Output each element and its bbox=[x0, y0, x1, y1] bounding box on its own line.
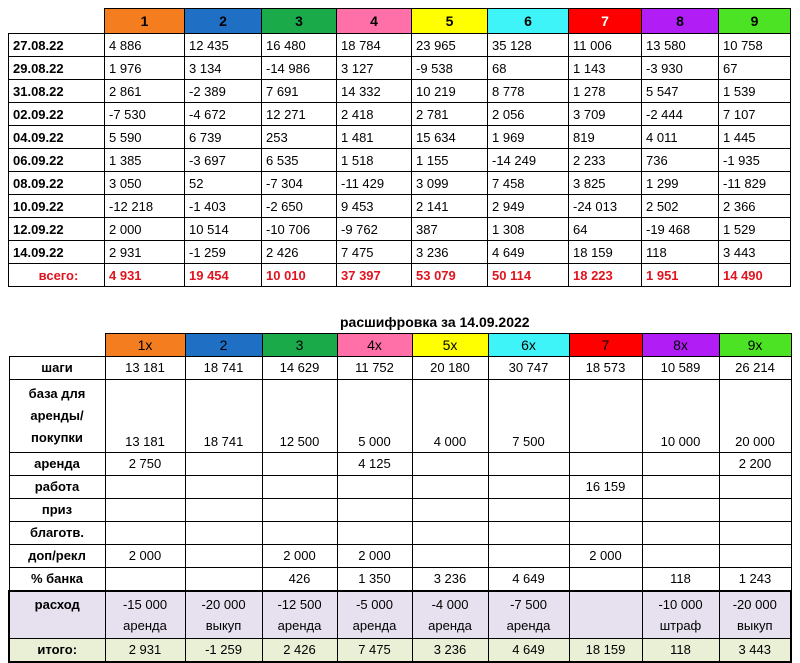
value-cell: -1 935 bbox=[719, 149, 791, 172]
table-row bbox=[9, 521, 791, 544]
column-header-3: 3 bbox=[262, 9, 337, 34]
value-cell: 2 502 bbox=[642, 195, 719, 218]
value-cell: 5 547 bbox=[642, 80, 719, 103]
value-cell bbox=[337, 475, 412, 498]
date-cell: 27.08.22 bbox=[9, 34, 105, 57]
value-cell: 2 949 bbox=[488, 195, 569, 218]
value-cell: 118 bbox=[642, 241, 719, 264]
corner-cell bbox=[9, 9, 105, 34]
value-cell bbox=[719, 544, 791, 567]
value-cell: 35 128 bbox=[488, 34, 569, 57]
value-cell bbox=[412, 544, 488, 567]
date-cell: 02.09.22 bbox=[9, 103, 105, 126]
value-cell: 2 861 bbox=[105, 80, 185, 103]
value-cell: 10 758 bbox=[719, 34, 791, 57]
value-cell: 1 308 bbox=[488, 218, 569, 241]
value-cell: -14 249 bbox=[488, 149, 569, 172]
column-header-4: 4x bbox=[337, 334, 412, 357]
value-cell: 2 418 bbox=[337, 103, 412, 126]
total-cell: 14 490 bbox=[719, 264, 791, 287]
value-cell: 11 752 bbox=[337, 356, 412, 379]
value-cell: -2 444 bbox=[642, 103, 719, 126]
value-cell: 118 bbox=[642, 567, 719, 591]
value-cell bbox=[642, 475, 719, 498]
value-cell: 12 435 bbox=[185, 34, 262, 57]
expense-note: штраф bbox=[659, 617, 702, 633]
expense-cell bbox=[719, 591, 791, 639]
value-cell: -24 013 bbox=[569, 195, 642, 218]
expense-amount: -10 000 bbox=[658, 596, 703, 612]
value-cell: -2 389 bbox=[185, 80, 262, 103]
column-header-2: 2 bbox=[185, 9, 262, 34]
table-row bbox=[9, 34, 791, 57]
value-cell: 18 159 bbox=[569, 241, 642, 264]
total-label: всего: bbox=[9, 264, 105, 287]
value-cell bbox=[185, 452, 262, 475]
value-cell: 2 781 bbox=[412, 103, 488, 126]
total-cell: 10 010 bbox=[262, 264, 337, 287]
value-cell: 2 141 bbox=[412, 195, 488, 218]
header-row bbox=[9, 334, 791, 357]
value-cell: 14 629 bbox=[262, 356, 337, 379]
value-cell bbox=[262, 475, 337, 498]
value-cell: 3 050 bbox=[105, 172, 185, 195]
expense-cell bbox=[412, 591, 488, 639]
value-cell bbox=[488, 544, 569, 567]
table-row bbox=[9, 195, 791, 218]
table-row bbox=[9, 544, 791, 567]
value-cell: 14 332 bbox=[337, 80, 412, 103]
row-label: приз bbox=[9, 498, 105, 521]
value-cell: 1 969 bbox=[488, 126, 569, 149]
value-cell: -1 403 bbox=[185, 195, 262, 218]
value-cell bbox=[488, 521, 569, 544]
value-cell bbox=[719, 521, 791, 544]
value-cell bbox=[105, 475, 185, 498]
value-cell: 2 426 bbox=[262, 241, 337, 264]
value-cell bbox=[185, 567, 262, 591]
value-cell bbox=[719, 498, 791, 521]
value-cell bbox=[185, 475, 262, 498]
value-cell bbox=[569, 498, 642, 521]
expense-row bbox=[9, 591, 791, 639]
row-label: аренда bbox=[9, 452, 105, 475]
value-cell: 3 236 bbox=[412, 567, 488, 591]
expense-cell bbox=[488, 591, 569, 639]
column-header-3: 3 bbox=[262, 334, 337, 357]
row-label: % банка bbox=[9, 567, 105, 591]
value-cell: 3 099 bbox=[412, 172, 488, 195]
value-cell: 1 539 bbox=[719, 80, 791, 103]
value-cell bbox=[262, 452, 337, 475]
value-cell: 10 589 bbox=[642, 356, 719, 379]
value-cell: 4 649 bbox=[488, 567, 569, 591]
value-cell: 18 573 bbox=[569, 356, 642, 379]
corner-cell bbox=[9, 334, 105, 357]
value-cell: 7 458 bbox=[488, 172, 569, 195]
total-cell: 53 079 bbox=[412, 264, 488, 287]
value-cell: 12 500 bbox=[262, 379, 337, 452]
value-cell bbox=[488, 475, 569, 498]
total-cell: -1 259 bbox=[185, 638, 262, 662]
column-header-1: 1x bbox=[105, 334, 185, 357]
value-cell: -10 706 bbox=[262, 218, 337, 241]
total-cell: 4 931 bbox=[105, 264, 185, 287]
value-cell: 4 000 bbox=[412, 379, 488, 452]
expense-cell bbox=[642, 591, 719, 639]
value-cell: -14 986 bbox=[262, 57, 337, 80]
value-cell bbox=[488, 498, 569, 521]
value-cell: 23 965 bbox=[412, 34, 488, 57]
value-cell: 1 278 bbox=[569, 80, 642, 103]
value-cell: 2 931 bbox=[105, 241, 185, 264]
date-cell: 10.09.22 bbox=[9, 195, 105, 218]
total-cell: 3 236 bbox=[412, 638, 488, 662]
value-cell: 20 180 bbox=[412, 356, 488, 379]
value-cell bbox=[105, 567, 185, 591]
value-cell: 12 271 bbox=[262, 103, 337, 126]
value-cell: 4 649 bbox=[488, 241, 569, 264]
total-cell: 2 931 bbox=[105, 638, 185, 662]
value-cell bbox=[719, 475, 791, 498]
total-cell: 118 bbox=[642, 638, 719, 662]
expense-note: аренда bbox=[428, 617, 472, 633]
value-cell: 253 bbox=[262, 126, 337, 149]
expense-amount: -12 500 bbox=[277, 596, 322, 612]
value-cell: 2 366 bbox=[719, 195, 791, 218]
row-label: база для аренды/покупки bbox=[9, 379, 105, 452]
daily-results-table bbox=[8, 8, 791, 287]
value-cell: -4 672 bbox=[185, 103, 262, 126]
expense-note: выкуп bbox=[205, 617, 242, 633]
value-cell: -2 650 bbox=[262, 195, 337, 218]
value-cell: 3 134 bbox=[185, 57, 262, 80]
value-cell: 67 bbox=[719, 57, 791, 80]
expense-note: аренда bbox=[277, 617, 322, 633]
date-cell: 04.09.22 bbox=[9, 126, 105, 149]
total-label: итого: bbox=[9, 638, 105, 662]
column-header-8: 8x bbox=[642, 334, 719, 357]
table-row bbox=[9, 452, 791, 475]
table-row bbox=[9, 379, 791, 452]
value-cell bbox=[105, 498, 185, 521]
value-cell bbox=[412, 475, 488, 498]
row-label: работа bbox=[9, 475, 105, 498]
expense-cell bbox=[185, 591, 262, 639]
value-cell bbox=[412, 452, 488, 475]
date-cell: 12.09.22 bbox=[9, 218, 105, 241]
breakdown-caption: расшифровка за 14.09.2022 bbox=[340, 314, 530, 330]
value-cell: 3 825 bbox=[569, 172, 642, 195]
value-cell: 7 691 bbox=[262, 80, 337, 103]
value-cell: 4 011 bbox=[642, 126, 719, 149]
value-cell: 2 000 bbox=[337, 544, 412, 567]
value-cell: 18 741 bbox=[185, 356, 262, 379]
expense-amount: -15 000 bbox=[122, 596, 168, 612]
value-cell: 1 350 bbox=[337, 567, 412, 591]
value-cell: 819 bbox=[569, 126, 642, 149]
value-cell: -3 697 bbox=[185, 149, 262, 172]
value-cell: -9 538 bbox=[412, 57, 488, 80]
value-cell: 68 bbox=[488, 57, 569, 80]
total-cell: 1 951 bbox=[642, 264, 719, 287]
value-cell bbox=[569, 379, 642, 452]
value-cell: 13 181 bbox=[105, 356, 185, 379]
value-cell bbox=[337, 521, 412, 544]
value-cell: 10 000 bbox=[642, 379, 719, 452]
expense-amount: -20 000 bbox=[732, 596, 777, 612]
table-row bbox=[9, 356, 791, 379]
value-cell: 2 000 bbox=[262, 544, 337, 567]
expense-label: расход bbox=[9, 591, 105, 639]
value-cell: 426 bbox=[262, 567, 337, 591]
total-cell: 18 159 bbox=[569, 638, 642, 662]
value-cell: 6 739 bbox=[185, 126, 262, 149]
value-cell: 7 475 bbox=[337, 241, 412, 264]
total-cell: 37 397 bbox=[337, 264, 412, 287]
value-cell: 3 443 bbox=[719, 241, 791, 264]
value-cell: 3 709 bbox=[569, 103, 642, 126]
value-cell: 736 bbox=[642, 149, 719, 172]
value-cell bbox=[337, 498, 412, 521]
value-cell: 13 580 bbox=[642, 34, 719, 57]
value-cell: 64 bbox=[569, 218, 642, 241]
table-row bbox=[9, 498, 791, 521]
value-cell: 3 127 bbox=[337, 57, 412, 80]
value-cell: 4 125 bbox=[337, 452, 412, 475]
value-cell: 1 385 bbox=[105, 149, 185, 172]
value-cell: -9 762 bbox=[337, 218, 412, 241]
expense-amount: -4 000 bbox=[431, 596, 469, 612]
expense-note: аренда bbox=[123, 617, 167, 633]
total-cell: 3 443 bbox=[719, 638, 791, 662]
table-row bbox=[9, 103, 791, 126]
value-cell bbox=[569, 521, 642, 544]
value-cell: 1 243 bbox=[719, 567, 791, 591]
expense-note: аренда bbox=[506, 617, 551, 633]
value-cell bbox=[262, 521, 337, 544]
value-cell bbox=[185, 521, 262, 544]
value-cell: 5 000 bbox=[337, 379, 412, 452]
value-cell: 15 634 bbox=[412, 126, 488, 149]
date-cell: 08.09.22 bbox=[9, 172, 105, 195]
value-cell: -12 218 bbox=[105, 195, 185, 218]
total-cell: 2 426 bbox=[262, 638, 337, 662]
value-cell: 1 445 bbox=[719, 126, 791, 149]
value-cell bbox=[569, 452, 642, 475]
value-cell: 26 214 bbox=[719, 356, 791, 379]
expense-amount: -7 500 bbox=[510, 596, 547, 612]
value-cell bbox=[185, 498, 262, 521]
value-cell: 9 453 bbox=[337, 195, 412, 218]
column-header-7: 7 bbox=[569, 9, 642, 34]
value-cell: 2 000 bbox=[105, 218, 185, 241]
table-row bbox=[9, 218, 791, 241]
value-cell: 52 bbox=[185, 172, 262, 195]
value-cell: 4 886 bbox=[105, 34, 185, 57]
value-cell: 2 056 bbox=[488, 103, 569, 126]
value-cell: 1 976 bbox=[105, 57, 185, 80]
date-cell: 14.09.22 bbox=[9, 241, 105, 264]
column-header-5: 5 bbox=[412, 9, 488, 34]
expense-cell bbox=[105, 591, 185, 639]
value-cell: -19 468 bbox=[642, 218, 719, 241]
breakdown-table bbox=[8, 333, 792, 663]
table-row bbox=[9, 172, 791, 195]
value-cell: 7 107 bbox=[719, 103, 791, 126]
date-cell: 29.08.22 bbox=[9, 57, 105, 80]
column-header-6: 6x bbox=[488, 334, 569, 357]
value-cell bbox=[412, 521, 488, 544]
value-cell bbox=[642, 521, 719, 544]
value-cell: -3 930 bbox=[642, 57, 719, 80]
value-cell: 1 481 bbox=[337, 126, 412, 149]
value-cell bbox=[642, 498, 719, 521]
value-cell bbox=[569, 567, 642, 591]
value-cell bbox=[642, 452, 719, 475]
value-cell: 11 006 bbox=[569, 34, 642, 57]
value-cell: 8 778 bbox=[488, 80, 569, 103]
value-cell: 16 159 bbox=[569, 475, 642, 498]
value-cell: 16 480 bbox=[262, 34, 337, 57]
value-cell: 13 181 bbox=[105, 379, 185, 452]
value-cell: 387 bbox=[412, 218, 488, 241]
value-cell: 18 741 bbox=[185, 379, 262, 452]
total-cell: 19 454 bbox=[185, 264, 262, 287]
value-cell: 2 750 bbox=[105, 452, 185, 475]
value-cell: -7 530 bbox=[105, 103, 185, 126]
value-cell bbox=[185, 544, 262, 567]
table-row bbox=[9, 126, 791, 149]
value-cell: 1 518 bbox=[337, 149, 412, 172]
value-cell: -1 259 bbox=[185, 241, 262, 264]
value-cell: 3 236 bbox=[412, 241, 488, 264]
total-row bbox=[9, 638, 791, 662]
value-cell bbox=[642, 544, 719, 567]
table-row bbox=[9, 241, 791, 264]
table-row bbox=[9, 567, 791, 591]
total-row bbox=[9, 264, 791, 287]
value-cell: 7 500 bbox=[488, 379, 569, 452]
expense-cell bbox=[337, 591, 412, 639]
value-cell: 1 299 bbox=[642, 172, 719, 195]
expense-note: аренда bbox=[352, 617, 397, 633]
row-label: благотв. bbox=[9, 521, 105, 544]
column-header-1: 1 bbox=[105, 9, 185, 34]
value-cell bbox=[105, 521, 185, 544]
table-row bbox=[9, 475, 791, 498]
expense-cell bbox=[569, 591, 642, 639]
value-cell: 6 535 bbox=[262, 149, 337, 172]
table-row bbox=[9, 149, 791, 172]
column-header-7: 7 bbox=[569, 334, 642, 357]
header-row bbox=[9, 9, 791, 34]
column-header-6: 6 bbox=[488, 9, 569, 34]
value-cell: 10 219 bbox=[412, 80, 488, 103]
column-header-2: 2 bbox=[185, 334, 262, 357]
value-cell: 10 514 bbox=[185, 218, 262, 241]
column-header-5: 5x bbox=[412, 334, 488, 357]
row-label: шаги bbox=[9, 356, 105, 379]
total-cell: 7 475 bbox=[337, 638, 412, 662]
value-cell: 20 000 bbox=[719, 379, 791, 452]
value-cell: -7 304 bbox=[262, 172, 337, 195]
total-cell: 50 114 bbox=[488, 264, 569, 287]
value-cell: 2 233 bbox=[569, 149, 642, 172]
expense-amount: -5 000 bbox=[356, 596, 393, 612]
value-cell: -11 429 bbox=[337, 172, 412, 195]
value-cell bbox=[488, 452, 569, 475]
value-cell: 5 590 bbox=[105, 126, 185, 149]
value-cell: 2 200 bbox=[719, 452, 791, 475]
expense-cell bbox=[262, 591, 337, 639]
value-cell: 1 529 bbox=[719, 218, 791, 241]
table-row bbox=[9, 80, 791, 103]
value-cell: -11 829 bbox=[719, 172, 791, 195]
table-row bbox=[9, 57, 791, 80]
value-cell bbox=[412, 498, 488, 521]
row-label: доп/рекл bbox=[9, 544, 105, 567]
column-header-9: 9 bbox=[719, 9, 791, 34]
value-cell: 1 155 bbox=[412, 149, 488, 172]
value-cell: 2 000 bbox=[105, 544, 185, 567]
column-header-4: 4 bbox=[337, 9, 412, 34]
value-cell: 2 000 bbox=[569, 544, 642, 567]
value-cell: 1 143 bbox=[569, 57, 642, 80]
column-header-8: 8 bbox=[642, 9, 719, 34]
value-cell: 30 747 bbox=[488, 356, 569, 379]
total-cell: 4 649 bbox=[488, 638, 569, 662]
total-cell: 18 223 bbox=[569, 264, 642, 287]
date-cell: 06.09.22 bbox=[9, 149, 105, 172]
expense-note: выкуп bbox=[736, 617, 773, 633]
date-cell: 31.08.22 bbox=[9, 80, 105, 103]
value-cell bbox=[262, 498, 337, 521]
value-cell: 18 784 bbox=[337, 34, 412, 57]
expense-amount: -20 000 bbox=[201, 596, 246, 612]
column-header-9: 9x bbox=[719, 334, 791, 357]
